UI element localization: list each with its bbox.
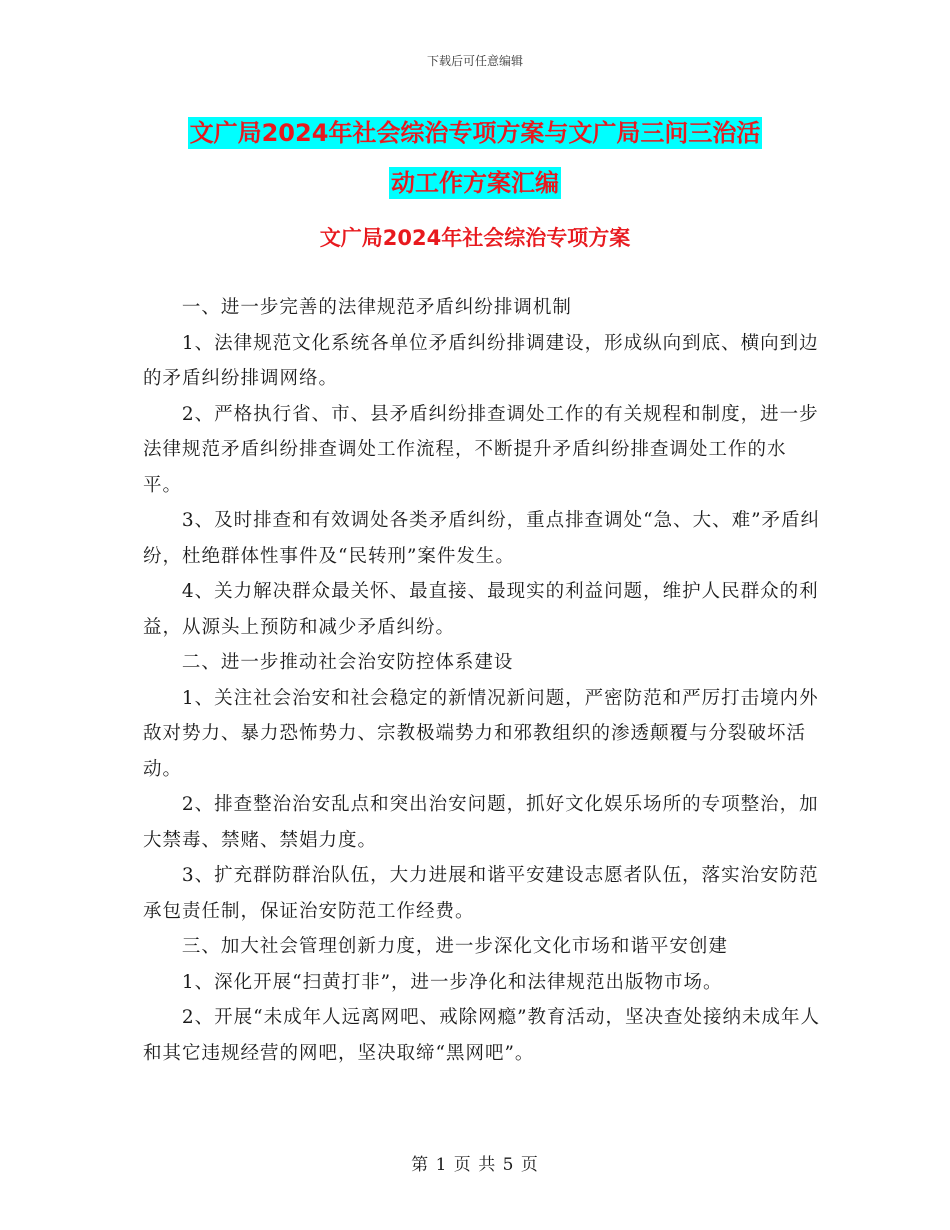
page-footer: 第 1 页 共 5 页 (411, 1155, 539, 1175)
paragraph: 3、扩充群防群治队伍，大力进展和谐平安建设志愿者队伍，落实治安防范承包责任制，保证治安防范工作经费。 (143, 865, 819, 922)
paragraph: 二、进一步推动社会治安防控体系建设 (181, 652, 514, 673)
paragraph: 2、开展“未成年人远离网吧、戒除网瘾”教育活动，坚决查处接纳未成年人和其它违规经营的网吧，坚决取缔“黑网吧”。 (143, 1007, 821, 1064)
document-body (143, 290, 823, 1071)
section-title: 文广局2024年社会综治专项方案 (319, 226, 631, 250)
paragraph: 1、关注社会治安和社会稳定的新情况新问题，严密防范和严厉打击境内外敌对势力、暴力恐怖势力、宗教极端势力和邪教组织的渗透颠覆与分裂破坏活动。 (143, 687, 819, 780)
paragraph: 1、法律规范文化系统各单位矛盾纠纷排调建设，形成纵向到底、横向到边的矛盾纠纷排调网络。 (143, 332, 819, 389)
header-note: 下载后可任意编辑 (426, 54, 523, 68)
document-title (0, 108, 950, 208)
paragraph: 一、进一步完善的法律规范矛盾纠纷排调机制 (181, 297, 572, 318)
paragraph: 4、关力解决群众最关怀、最直接、最现实的利益问题，维护人民群众的利益，从源头上预防和减少矛盾纠纷。 (143, 581, 819, 638)
document-title-line-1: 文广局2024年社会综治专项方案与文广局三问三治活 (189, 119, 761, 147)
paragraph: 2、严格执行省、市、县矛盾纠纷排查调处工作的有关规程和制度，进一步法律规范矛盾纠纷排查调处工作流程，不断提升矛盾纠纷排查调处工作的水平。 (143, 403, 819, 496)
paragraph: 3、及时排查和有效调处各类矛盾纠纷，重点排查调处“急、大、难”矛盾纠纷，杜绝群体性事件及“民转刑”案件发生。 (143, 510, 821, 567)
paragraph: 三、加大社会管理创新力度，进一步深化文化市场和谐平安创建 (181, 936, 728, 957)
paragraph: 2、排查整治治安乱点和突出治安问题，抓好文化娱乐场所的专项整治，加大禁毒、禁赌、禁娼力度。 (143, 794, 819, 851)
document-title-line-2: 动工作方案汇编 (391, 169, 559, 197)
paragraph: 1、深化开展“扫黄打非”，进一步净化和法律规范出版物市场。 (181, 971, 723, 993)
